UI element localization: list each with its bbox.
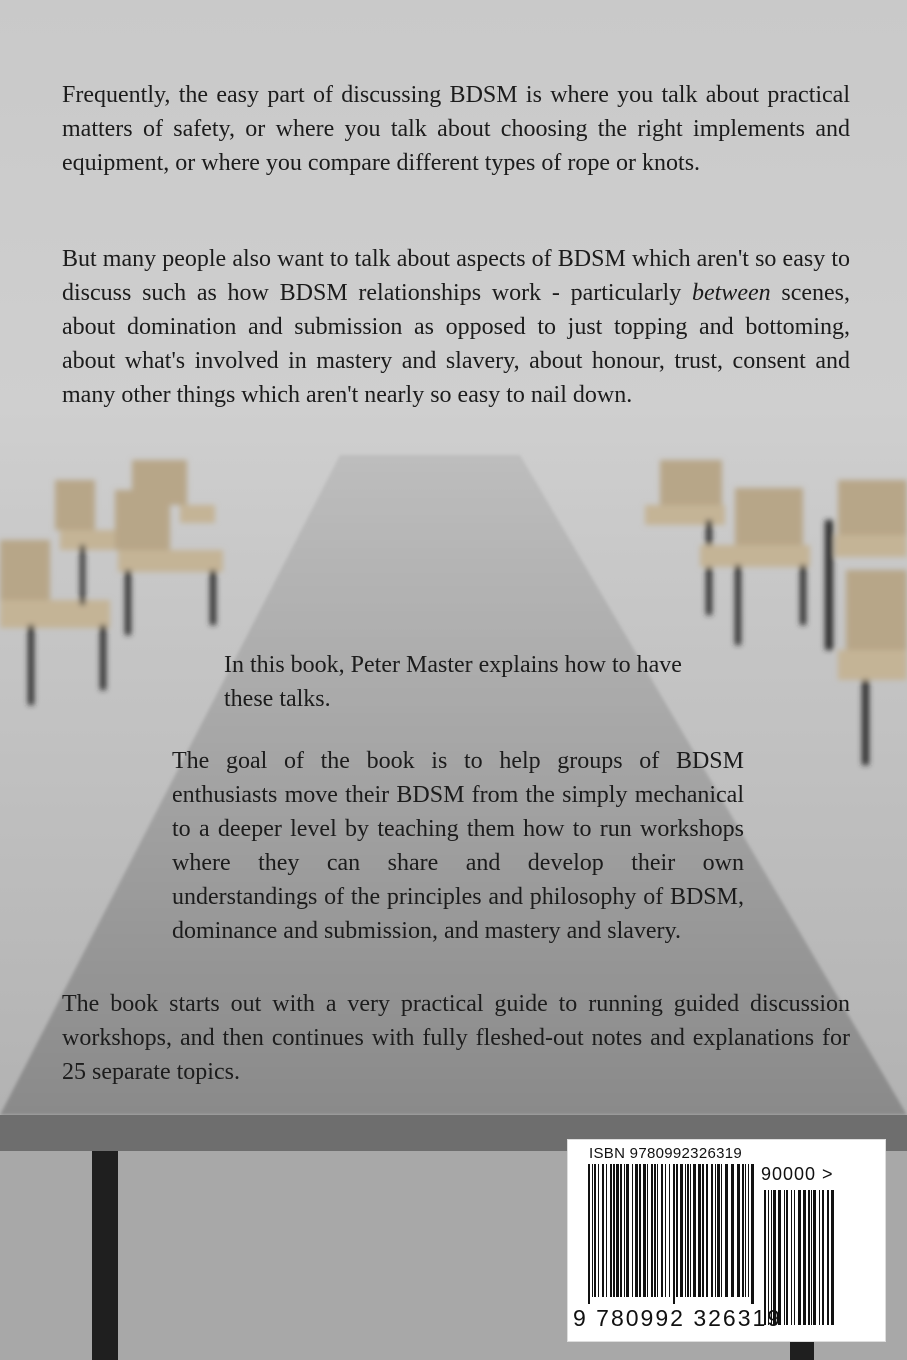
barcode-bar (673, 1164, 675, 1304)
barcode-bar (639, 1164, 641, 1297)
barcode-bar (661, 1164, 663, 1297)
barcode-bar (613, 1164, 615, 1297)
barcode-bar (822, 1190, 824, 1325)
barcode-bar (794, 1190, 795, 1325)
barcode-bar (693, 1164, 696, 1297)
barcode-bar (665, 1164, 666, 1297)
barcode-bar (798, 1190, 801, 1325)
barcode-bar (702, 1164, 704, 1297)
barcode-bar (624, 1164, 625, 1297)
barcode-bar (731, 1164, 734, 1297)
barcode-bar (831, 1190, 834, 1325)
barcode-bar (819, 1190, 820, 1325)
barcode-bar (725, 1164, 728, 1297)
barcode-bar (711, 1164, 713, 1297)
table-leg (92, 1151, 118, 1360)
barcode-bar (610, 1164, 612, 1297)
barcode-bar (811, 1190, 812, 1325)
paragraph-text: But many people also want to talk about aspects of BDSM which aren't so easy to discuss such as how BDSM relationships work - particularly (62, 246, 850, 306)
barcode-bar (803, 1190, 806, 1325)
barcode-bar (791, 1190, 792, 1325)
isbn-barcode (567, 1139, 886, 1342)
barcode-bar (588, 1164, 590, 1304)
barcode-bar (632, 1164, 633, 1297)
ean-digits: 9 780992 326319 (573, 1305, 783, 1331)
right-chairs (645, 460, 907, 765)
barcode-bar (680, 1164, 683, 1297)
left-chairs (0, 460, 223, 705)
barcode-bar (715, 1164, 716, 1297)
barcode-bar (676, 1164, 678, 1297)
barcode-bar (594, 1164, 596, 1297)
barcode-bar (643, 1164, 646, 1297)
intro-paragraph: Frequently, the easy part of discussing BDSM is where you talk about practical matters of safety, or where you talk about choosing the right implements and equipment, or where you compare different types of rope or knots. (62, 82, 850, 176)
barcode-bar (620, 1164, 622, 1297)
barcode-bar (647, 1164, 648, 1297)
price-code: 90000 > (761, 1164, 834, 1184)
barcode-bar (687, 1164, 689, 1297)
barcode-bar (685, 1164, 686, 1297)
barcode-bar (786, 1190, 788, 1325)
barcode-bar (635, 1164, 638, 1297)
barcode-bar (827, 1190, 829, 1325)
barcode-bar (737, 1164, 740, 1297)
barcode-bar (651, 1164, 653, 1297)
barcode-bar (606, 1164, 607, 1297)
barcode-bar (717, 1164, 720, 1297)
barcode-bar (706, 1164, 708, 1297)
barcode-bar (808, 1190, 810, 1325)
barcode-bar (751, 1164, 754, 1304)
barcode-bar (742, 1164, 744, 1297)
isbn-label: ISBN 9780992326319 (589, 1145, 743, 1162)
barcode-bar (813, 1190, 816, 1325)
barcode-bar (592, 1164, 593, 1297)
barcode-bar (748, 1164, 749, 1297)
barcode-bar (784, 1190, 785, 1325)
barcode-bars (588, 1164, 756, 1304)
paragraph-text: scenes, about domination and submission as opposed to just topping and bottoming, about what's involved in mastery and slavery, about honour, trust, consent and many other things which aren't nearly so easy to nail down. (62, 280, 851, 408)
barcode-bar (654, 1164, 656, 1297)
emphasis-between: between (691, 280, 771, 306)
barcode-bar (721, 1164, 722, 1297)
barcode-bar (616, 1164, 619, 1297)
goal-paragraph: The goal of the book is to help groups of BDSM enthusiasts move their BDSM from the simply mechanical to a deeper level by teaching them how to run workshops where they can share and develop their own understandings of the principles and philosophy of BDSM, dominance and submission, and mastery and slavery. (172, 748, 744, 944)
barcode-bar (626, 1164, 629, 1297)
barcode-bar (745, 1164, 746, 1297)
barcode-bar (698, 1164, 701, 1297)
barcode-bar (690, 1164, 691, 1297)
author-paragraph: In this book, Peter Master explains how to have these talks. (224, 652, 682, 712)
barcode-bar (669, 1164, 670, 1297)
barcode-bar (602, 1164, 604, 1297)
barcode-bar (598, 1164, 599, 1297)
second-paragraph (62, 242, 850, 412)
barcode-bar (657, 1164, 658, 1297)
closing-paragraph: The book starts out with a very practical guide to running guided discussion workshops, and then continues with fully fleshed-out notes and explanations for 25 separate topics. (62, 991, 850, 1085)
